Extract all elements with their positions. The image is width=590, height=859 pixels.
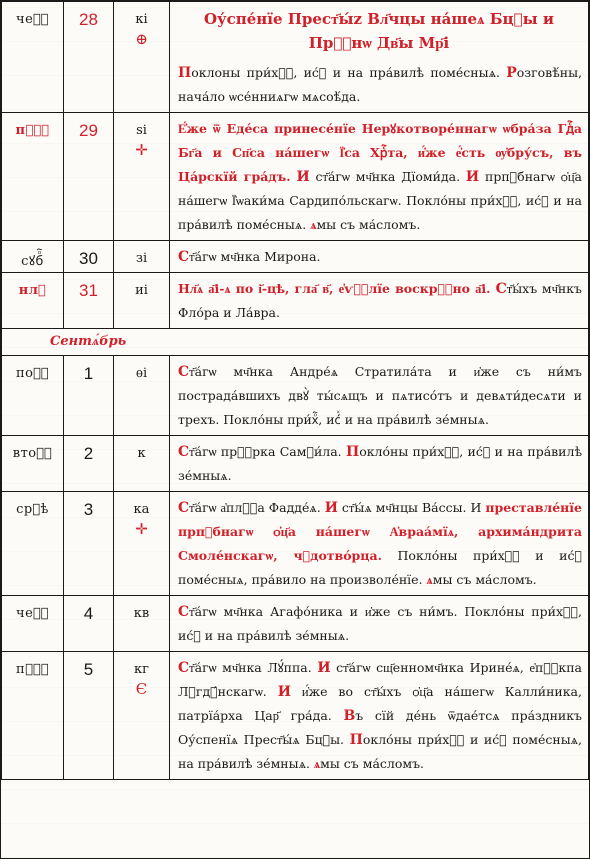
text-segment: Е҆́же ѿ Еде́са принесе́нїе Нерꙋкотворе́ннагѡ ѡбра́за Гдⷭ҇а Бг҃а и Сп҃са на́шегѡ Ї҆са Хрⷭ҇та, и҆́же е҆́сть ѹ҆бру́съ, въ Ца́рскїй гра́дъ. <box>178 121 582 184</box>
commemoration-text <box>170 241 588 272</box>
month-label: Сентѧ́брь <box>50 334 127 349</box>
calendar-row <box>2 492 589 596</box>
text-segment: С <box>178 604 190 620</box>
text-segment: В <box>343 708 356 724</box>
church-date-value: ка <box>133 502 150 517</box>
text-segment: окло́ны при́хⷪ҇, ис́ⷯ и на пра́вилѣ зе́мныѧ. <box>178 444 582 483</box>
weekday-cell: сꙋбⷪ҇ <box>2 241 64 273</box>
commemoration-cell <box>170 436 589 492</box>
church-date-cell <box>114 241 170 273</box>
feast-title: Оу́спе́нїе Прест҃ы́z Вл҃чцы на́шеѧ Бцⷣы и Прⷭ҇нѡ Дв҃ы Мр҃і <box>203 10 555 52</box>
weekday-cell: пѧⷮ҇ <box>2 113 64 241</box>
text-segment: оклоны при́хⷪ҇, ис́ⷯ и на пра́вилѣ поме́сныѧ. <box>191 65 507 80</box>
text-segment: С <box>495 281 507 297</box>
text-segment: ѧ <box>310 217 317 232</box>
church-date-cell <box>114 436 170 492</box>
calendar-table-bottom <box>1 355 589 780</box>
text-segment: С <box>178 444 190 460</box>
weekday-cell: чеⷮ҇ <box>2 596 64 652</box>
date-number-cell: 31 <box>64 273 114 329</box>
date-number-cell: 5 <box>64 652 114 780</box>
calendar-table-top <box>1 1 589 329</box>
church-date-cell <box>114 2 170 113</box>
date-number-cell: 2 <box>64 436 114 492</box>
commemoration-cell <box>170 356 589 436</box>
weekday-cell: пѧⷮ҇ <box>2 652 64 780</box>
church-date-value: зі <box>135 251 148 266</box>
date-number-cell: 4 <box>64 596 114 652</box>
feast-mark-icon: Є <box>135 680 148 698</box>
month-header <box>1 329 589 355</box>
church-date-value: ѕі <box>136 123 147 138</box>
commemoration-cell <box>170 2 589 113</box>
church-date-value: кг <box>134 662 149 677</box>
text-segment: ст҃а́гѡ сщ҃енномч҃нка Ирине́ѧ, е҆пⷭ҇кпа Лꙋгдꙋ́нскагѡ. <box>178 660 582 699</box>
commemoration-cell <box>170 492 589 596</box>
commemoration-cell <box>170 241 589 273</box>
feast-mark-icon: ✛ <box>135 520 148 538</box>
date-number-cell: 29 <box>64 113 114 241</box>
calendar-row <box>2 241 589 273</box>
commemoration-text <box>170 356 588 435</box>
text-segment: т҃а́гѡ а҆плⷭ҇а Фадде́ѧ. <box>189 500 325 515</box>
calendar-row <box>2 2 589 113</box>
text-segment: И <box>277 684 291 700</box>
text-segment: И <box>296 169 310 185</box>
text-segment: И <box>317 660 331 676</box>
date-number-cell: 3 <box>64 492 114 596</box>
text-segment: ст҃ы́ѧ мч҃нцы Ва́ссы. И <box>337 500 486 515</box>
text-segment: ѧ <box>313 756 321 771</box>
commemoration-text <box>170 596 588 651</box>
feast-mark-icon: ⊕ <box>135 30 148 48</box>
text-segment: И <box>465 169 480 185</box>
calendar-row <box>2 113 589 241</box>
text-segment: т҃а́гѡ прⷪ҇рка Самꙋи́ла. <box>189 444 346 459</box>
feast-mark-icon: ✛ <box>135 141 148 159</box>
text-segment: т҃а́гѡ мч҃нка Лꙋ́ппа. <box>189 660 318 675</box>
church-date-cell <box>114 596 170 652</box>
weekday-cell: поⷩ҇ <box>2 356 64 436</box>
calendar-row <box>2 273 589 329</box>
church-date-cell <box>114 356 170 436</box>
text-segment: преставле́нїе прпⷣбнагѡ ѻ҆ц҃а на́шегѡ А҆враа́мїѧ, архима́ндрита Смоле́нскагѡ, чꙋдотво́рца. <box>178 500 582 563</box>
weekday-cell: чеⷮ҇ <box>2 2 64 113</box>
calendar-row <box>2 652 589 780</box>
date-number-cell: 1 <box>64 356 114 436</box>
text-segment: Нл҃ѧ а҃і-ѧ по і҃-цѣ, гла҃ в҃, е҆ѵⷢ҇лїе воскрⷭ҇но а҃і. <box>178 281 496 296</box>
text-segment: т҃а́гѡ мч҃нка Андре́ѧ Стратила́та и и҆же съ ни́мъ пострада́вшихъ двꙋ̀ ты́сѧщъ и пѧтисо́тъ и девѧти́десѧти и трехъ. Покло́ны при́хⷪ҇, ис́ⷯ и на пра́вилѣ зе́мныѧ. <box>178 364 582 427</box>
church-date-value: к <box>137 446 146 461</box>
text-segment: мы съ ма́сломъ. <box>432 572 537 587</box>
commemoration-cell <box>170 596 589 652</box>
text-segment: ѧ <box>426 572 433 587</box>
weekday-cell: нлⷣ <box>2 273 64 329</box>
text-segment: ст҃а́гѡ мч҃нка Дїоми́да. <box>309 169 466 184</box>
commemoration-text <box>170 436 588 491</box>
text-segment: Покло́ны при́хⷪ҇ и ис́ⷯ поме́сныѧ, пра́вило на произволе́нїе. <box>178 548 582 587</box>
church-date-cell <box>114 113 170 241</box>
church-date-value: кі <box>135 12 148 27</box>
church-date-cell <box>114 492 170 596</box>
date-number-cell: 28 <box>64 2 114 113</box>
text-segment: окло́ны при́хⷪ҇ и ис́ⷯ поме́сныѧ, на пра́вилѣ зе́мныѧ. <box>178 732 583 771</box>
text-segment: т҃а́гѡ мч҃нка Агафо́ника и и҆же съ ни́мъ. Покло́ны при́хⷪ҇, ис́ⷯ и на пра́вилѣ зе́мныѧ. <box>178 604 582 643</box>
text-segment: т҃ы́хъ мч҃нкъ Фло́ра и Ла́вра. <box>178 281 582 320</box>
weekday-cell: втоⷬ҇ <box>2 436 64 492</box>
commemoration-text <box>170 273 588 328</box>
commemoration-text <box>170 57 588 112</box>
text-segment: т҃а́гѡ мч҃нка Мирона. <box>189 249 321 264</box>
church-date-value: ѳі <box>135 366 148 381</box>
text-segment: П <box>345 444 360 460</box>
text-segment: С <box>178 660 190 676</box>
commemoration-text <box>170 113 588 240</box>
commemoration-cell <box>170 113 589 241</box>
text-segment: П <box>178 65 192 81</box>
commemoration-cell <box>170 652 589 780</box>
text-segment: мы съ ма́сломъ. <box>316 217 421 232</box>
text-segment: П <box>349 732 363 748</box>
calendar-row <box>2 356 589 436</box>
text-segment: ъ сїй де́нь ѿдае́тсѧ пра́здникъ Оу́спенїѧ Прест҃ы́ѧ Бцⷣы. <box>178 708 582 747</box>
text-segment: прпⷣбнагѡ ѻ҆ц҃а на́шегѡ Ї҆ѡаки́ма Сардипо́льскагѡ. Покло́ны при́хⷪ҇, ис́ⷯ и на пра́вилѣ поме́сныѧ. <box>178 169 583 232</box>
church-date-value: кв <box>133 606 150 621</box>
church-date-cell <box>114 652 170 780</box>
text-segment: и҆́же во ст҃ы́хъ ѻ҆ц҃а на́шегѡ Калли́ника, патрїа́рха Цар҃ гра́да. <box>178 684 582 723</box>
church-date-value: иі <box>135 283 148 298</box>
text-segment: С <box>178 500 190 516</box>
calendar-row <box>2 596 589 652</box>
church-date-cell <box>114 273 170 329</box>
text-segment: озговѣ́ны, нача́ло ѡсе́нниѧгѡ мѧсоѣ́да. <box>178 65 582 104</box>
commemoration-text <box>170 652 588 779</box>
date-number-cell: 30 <box>64 241 114 273</box>
weekday-cell: срⷣѣ <box>2 492 64 596</box>
commemoration-cell <box>170 273 589 329</box>
text-segment: мы съ ма́сломъ. <box>320 756 425 771</box>
text-segment: С <box>178 364 190 380</box>
text-segment: С <box>178 249 190 265</box>
text-segment: И <box>324 500 338 516</box>
text-segment: Р <box>506 65 517 81</box>
commemoration-text <box>170 492 588 595</box>
calendar-row <box>2 436 589 492</box>
